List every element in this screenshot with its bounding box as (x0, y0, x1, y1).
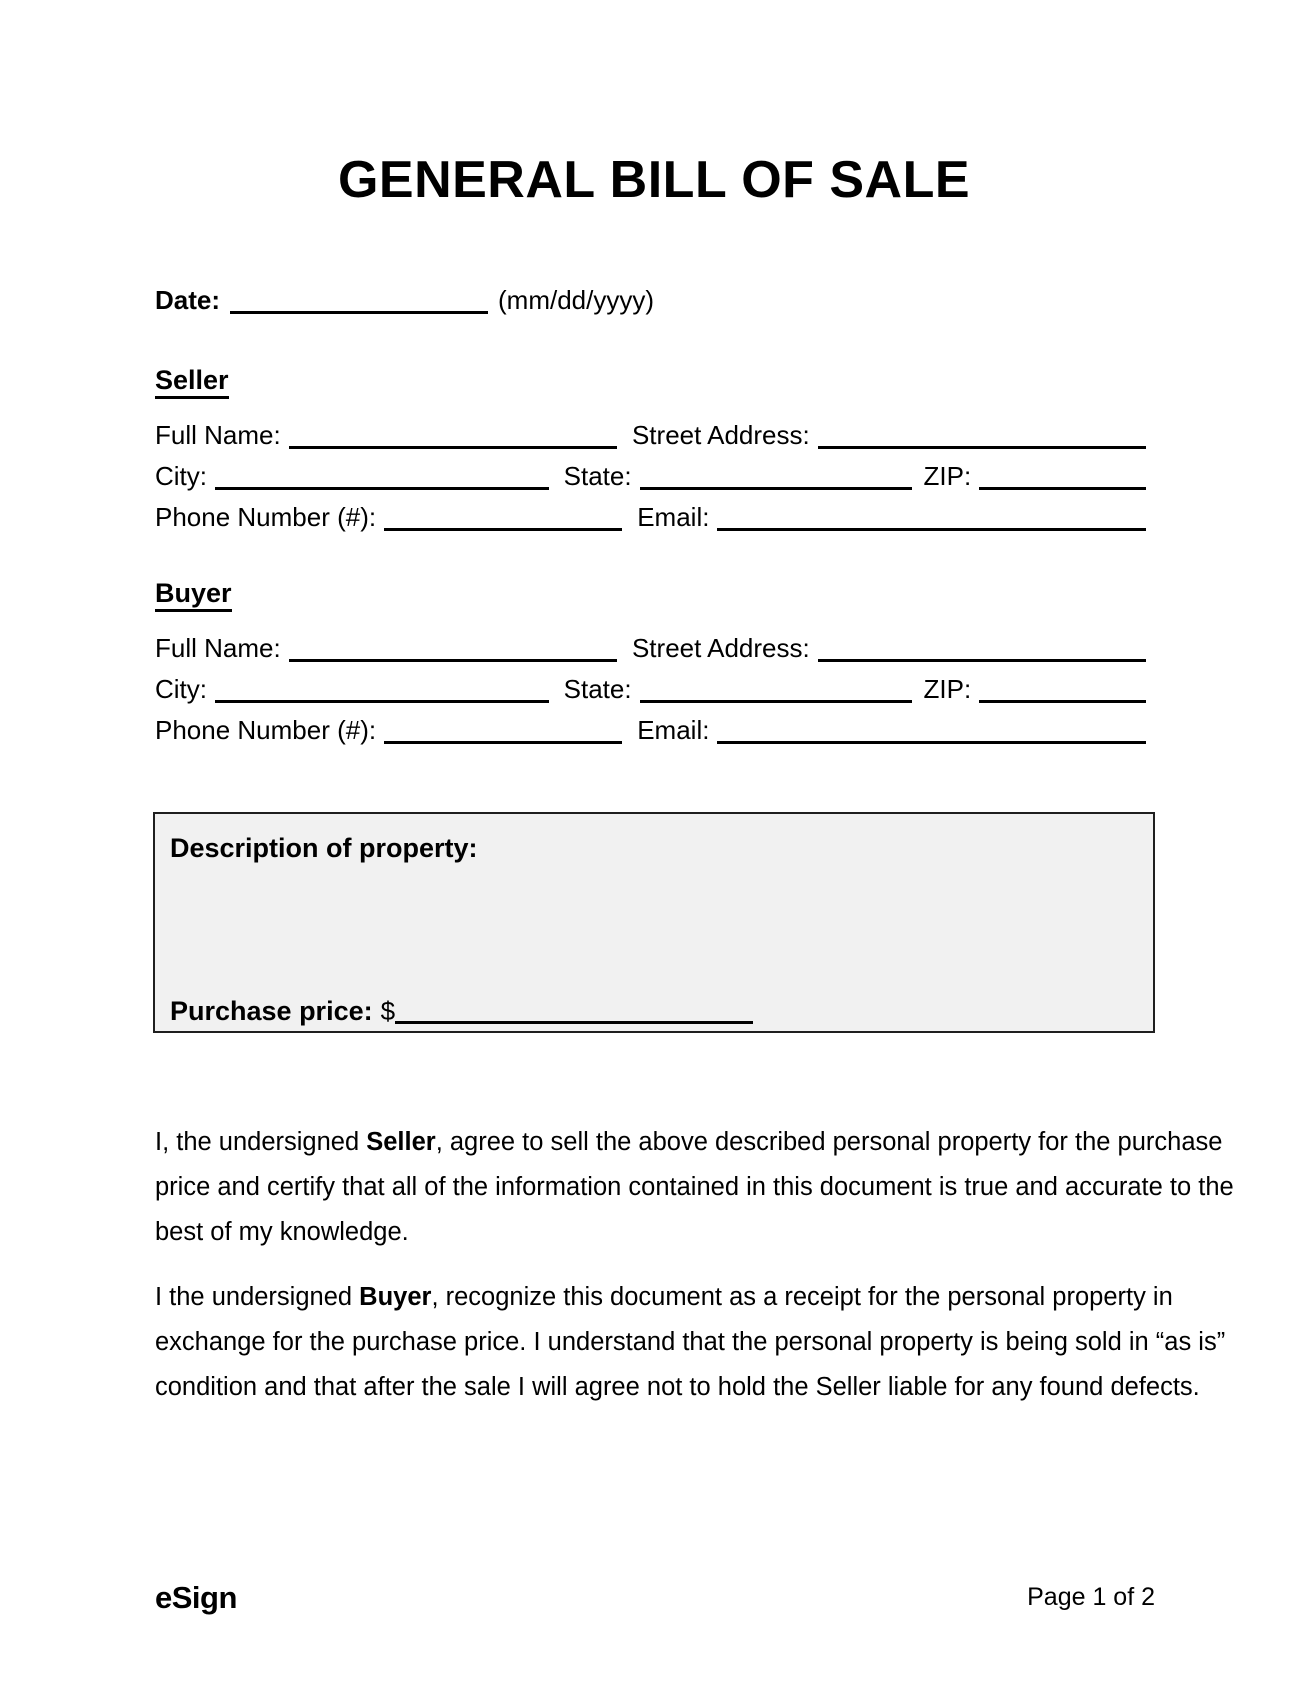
buyer-state-label: State: (563, 673, 632, 704)
buyer-section-heading: Buyer (155, 579, 232, 612)
buyer-phone-email-row (155, 710, 1146, 744)
seller-clause-line2: price and certify that all of the information contained in this document is true and accurate to the (155, 1173, 1234, 1201)
buyer-clause-line1-suffix: , recognize this document as a receipt for the personal property in (431, 1283, 1173, 1311)
date-fill-line[interactable] (230, 305, 488, 314)
description-of-property-label: Description of property: (170, 833, 478, 863)
seller-city-line[interactable] (215, 481, 549, 490)
seller-state-line[interactable] (640, 481, 912, 490)
purchase-price-label: Purchase price: (170, 995, 373, 1026)
seller-clause-term: Seller (366, 1128, 436, 1156)
buyer-clause-line1-prefix: I the undersigned (155, 1283, 360, 1311)
buyer-clause-line2: exchange for the purchase price. I understand that the personal property is being sold in “as is” (155, 1328, 1226, 1356)
seller-phone-label: Phone Number (#): (155, 501, 377, 532)
buyer-city-label: City: (155, 673, 207, 704)
seller-clause-line1-prefix: I, the undersigned (155, 1128, 367, 1156)
buyer-clause-term: Buyer (359, 1283, 432, 1311)
date-row (155, 280, 1146, 314)
date-label: Date: (155, 284, 221, 315)
seller-clause-line1-suffix: , agree to sell the above described personal property for the purchase (435, 1128, 1223, 1156)
buyer-phone-label: Phone Number (#): (155, 714, 377, 745)
purchase-price-line[interactable] (395, 1015, 753, 1024)
seller-state-label: State: (563, 460, 632, 491)
buyer-full-name-line[interactable] (289, 653, 617, 662)
buyer-email-line[interactable] (717, 735, 1146, 744)
seller-section-heading: Seller (155, 366, 229, 399)
seller-full-name-line[interactable] (289, 440, 617, 449)
property-description-input-area[interactable] (170, 872, 1138, 979)
document-title: GENERAL BILL OF SALE (337, 151, 971, 209)
buyer-zip-label: ZIP: (923, 673, 972, 704)
buyer-clause-line3: condition and that after the sale I will agree not to hold the Seller liable for any found defects. (155, 1373, 1200, 1401)
purchase-price-row (170, 991, 753, 1025)
seller-full-name-label: Full Name: (155, 419, 281, 450)
buyer-clause-paragraph (155, 1275, 1226, 1410)
seller-clause-line3: best of my knowledge. (155, 1218, 409, 1246)
seller-street-address-line[interactable] (818, 440, 1146, 449)
seller-phone-line[interactable] (384, 522, 622, 531)
date-format-hint: (mm/dd/yyyy) (498, 284, 655, 315)
buyer-city-line[interactable] (215, 694, 549, 703)
buyer-email-label: Email: (637, 714, 710, 745)
buyer-name-address-row (155, 628, 1146, 662)
buyer-street-address-label: Street Address: (631, 632, 810, 663)
property-description-box (153, 812, 1155, 1033)
buyer-phone-line[interactable] (384, 735, 622, 744)
seller-zip-line[interactable] (979, 481, 1146, 490)
seller-zip-label: ZIP: (923, 460, 972, 491)
seller-street-address-label: Street Address: (631, 419, 810, 450)
seller-email-label: Email: (637, 501, 710, 532)
seller-city-label: City: (155, 460, 207, 491)
esign-logo: eSign (155, 1580, 237, 1615)
page-number-indicator: Page 1 of 2 (1027, 1583, 1155, 1611)
seller-email-line[interactable] (717, 522, 1146, 531)
buyer-full-name-label: Full Name: (155, 632, 281, 663)
seller-city-state-zip-row (155, 456, 1146, 490)
buyer-zip-line[interactable] (979, 694, 1146, 703)
seller-phone-email-row (155, 497, 1146, 531)
seller-clause-paragraph (155, 1120, 1234, 1255)
buyer-street-address-line[interactable] (818, 653, 1146, 662)
buyer-state-line[interactable] (640, 694, 912, 703)
dollar-sign: $ (380, 995, 396, 1026)
seller-name-address-row (155, 415, 1146, 449)
buyer-city-state-zip-row (155, 669, 1146, 703)
